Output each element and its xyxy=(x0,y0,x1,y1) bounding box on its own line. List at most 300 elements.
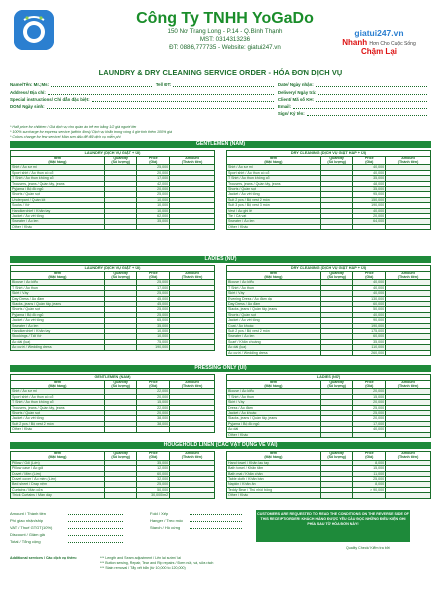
dob-field[interactable] xyxy=(47,104,274,109)
col-qty: Quantity (Số lượng) xyxy=(320,271,353,280)
instructions-field[interactable] xyxy=(92,97,274,102)
item-name: T Shirt / Áo thun xyxy=(227,394,321,399)
item-name: Duvet / Mền (Lớn) xyxy=(11,471,105,476)
item-name: Day Dress / Áo đầm xyxy=(227,302,321,307)
header xyxy=(10,8,431,74)
price-cell: 10,000 xyxy=(137,197,170,202)
sign-field[interactable] xyxy=(307,111,427,116)
note-3: * Colors change for few service/ Màn sơn dấu để đổi dịch vụ miễn phí xyxy=(10,135,121,139)
table-row xyxy=(11,493,215,498)
col-price: Price (Giá) xyxy=(137,380,170,389)
qty-cell[interactable] xyxy=(104,493,137,498)
item-name: Jacket / Áo vét tông xyxy=(11,318,105,323)
dob-label: DON/ Ngày sinh: xyxy=(10,104,45,110)
item-name: Bed sheet / Drap nệm xyxy=(11,482,105,487)
total-ship-field[interactable] xyxy=(68,517,123,522)
price-cell: 38,000 xyxy=(137,421,170,426)
price-cell: 25,000 xyxy=(137,291,170,296)
brand-slogan-2: Hơn Cho Cuộc Sống xyxy=(369,41,416,47)
item-name: Áo dài (lụa) xyxy=(227,345,321,350)
item-name: Áo cưới / Wedding dress xyxy=(227,350,321,355)
company-tax: MST: 0314313236 xyxy=(199,36,251,43)
item-name: Pillow / Gối (Lớn) xyxy=(11,460,105,465)
price-cell: 17,000 xyxy=(353,421,386,426)
col-price: Price (Giá) xyxy=(353,380,386,389)
table-dry-women xyxy=(226,265,431,356)
amount-cell[interactable] xyxy=(386,350,431,355)
table-title: LAUNDRY (DỊCH VỤ GIẶT + ỦI) xyxy=(10,265,215,271)
total-ship xyxy=(10,517,123,524)
section-household: HOUGEHOLD LINEN (CÁC VẬT DỤNG VỀ VẢI) xyxy=(10,442,431,449)
item-name: Jacket / Áo vét tông xyxy=(11,214,105,219)
company-address: 150 Nơ Trang Long - P.14 - Q.Bình Thạnh xyxy=(167,28,283,35)
item-name: Jacket / Áo vét tông xyxy=(227,318,321,323)
item-name: Underpant / Quần lót xyxy=(11,197,105,202)
price-cell: 35,000 xyxy=(353,339,386,344)
price-cell: 8,000 xyxy=(353,482,386,487)
date-label: Date/ Ngày nhận: xyxy=(277,82,314,88)
item-name: Skirt / Váy xyxy=(227,400,321,405)
item-name: Vest / Áo ghi lê xyxy=(227,208,321,213)
price-cell: 62,000 xyxy=(137,214,170,219)
price-cell: 10,000 xyxy=(137,208,170,213)
item-name: Shirt / Áo sơ mi xyxy=(227,165,321,170)
section-ladies: LADIES (NỮ) xyxy=(10,256,431,263)
section-pressing: PRESSING ONLY (ỦI) xyxy=(10,365,431,372)
date-field[interactable] xyxy=(316,82,427,87)
item-name: Skirt / Váy xyxy=(11,291,105,296)
additional-line-3: *** Stain removal / Tẩy vết bẩn (từ 10,000 to 120,000) xyxy=(100,566,186,570)
col-item: Item (Mặt hàng) xyxy=(227,452,321,461)
price-cell: 65,000 xyxy=(137,318,170,323)
item-name: Bath towel / Khăn tắm xyxy=(227,466,321,471)
address-field[interactable] xyxy=(48,90,274,95)
fee-starch-label: Starch / Hồ cứng xyxy=(150,525,181,530)
price-cell: 25,000 xyxy=(353,411,386,416)
col-qty: Quantity (Số lượng) xyxy=(104,452,137,461)
item-name: Suit 2 pcs / Bộ vest 2 món xyxy=(227,329,321,334)
item-name: Pyjama / Bộ đồ ngủ xyxy=(11,187,105,192)
table-row xyxy=(11,224,215,229)
item-name: Dress / Áo đầm xyxy=(227,405,321,410)
price-cell: 50,000 xyxy=(137,487,170,492)
col-item: Item (Mặt hàng) xyxy=(227,271,321,280)
price-cell: 75,000 xyxy=(137,339,170,344)
price-cell: 20,000 xyxy=(353,389,386,394)
item-name: T Shirt / Áo thun xyxy=(11,285,105,290)
price-cell: 150,000 xyxy=(353,197,386,202)
additional-label: Additional services / Các dịch vụ thêm: xyxy=(10,556,77,560)
logo-icon xyxy=(14,10,54,50)
fee-fold xyxy=(150,510,242,517)
totals-block xyxy=(10,510,123,545)
tel-field[interactable] xyxy=(173,82,274,87)
qty-cell[interactable] xyxy=(104,427,137,432)
price-cell: 45,000 xyxy=(137,302,170,307)
price-cell: 35,000 xyxy=(137,460,170,465)
table-title: LAUNDRY (DỊCH VỤ GIẶT + ỦI) xyxy=(10,150,215,156)
item-name: Shirt / Áo sơ mi xyxy=(11,165,105,170)
col-amount: Amount (Thành tiền) xyxy=(170,452,215,461)
fee-hanger-label: Hanger / Treo móc xyxy=(150,518,184,523)
price-cell: 22,000 xyxy=(137,389,170,394)
item-name: Other / Khác xyxy=(227,432,321,437)
price-cell: 17,000 xyxy=(137,176,170,181)
col-qty: Quantity (Số lượng) xyxy=(320,452,353,461)
price-cell: 10,000 xyxy=(137,203,170,208)
additional-line-1: *** Length and Seam adjustment / Lên lai sườn/ lai xyxy=(100,556,181,560)
additional-line-2: *** Button sewing, Repair, Tear and Rip repairs / Đơm nút, vá, sửa rách xyxy=(100,561,214,565)
table-row xyxy=(227,432,431,437)
email-label: Email: xyxy=(277,104,292,110)
price-cell: 12,000 xyxy=(137,466,170,471)
email-field[interactable] xyxy=(293,104,427,109)
price-cell: 190,000 xyxy=(137,345,170,350)
price-cell: 25,000 xyxy=(137,307,170,312)
col-amount: Amount (Thành tiền) xyxy=(170,156,215,165)
price-cell: 35,000 xyxy=(353,187,386,192)
col-qty: Quantity (Số lượng) xyxy=(104,380,137,389)
price-cell: 38,000 xyxy=(137,416,170,421)
item-name: Suit 3 pcs / Bộ vest 3 món xyxy=(227,203,321,208)
col-amount: Amount (Thành tiền) xyxy=(386,452,431,461)
item-name: T Shirt / Áo thun xyxy=(227,285,321,290)
item-name: Pyjama / Bộ đồ ngủ xyxy=(227,421,321,426)
price-cell: 11,000 xyxy=(353,471,386,476)
fee-hanger-field[interactable] xyxy=(190,517,242,522)
item-name: Teddy Bear / Thú nhồi bông xyxy=(227,487,321,492)
amount-cell[interactable] xyxy=(170,493,215,498)
price-cell: 40,000 xyxy=(353,208,386,213)
item-name: Jacket / Áo vét tông xyxy=(227,192,321,197)
total-ship-label: Phí giao nhận/ship xyxy=(10,518,44,523)
fees-block xyxy=(150,510,242,531)
item-name: T Shirt / Áo thun không cổ xyxy=(11,176,105,181)
price-cell: 32,000 xyxy=(137,477,170,482)
item-name: Shorts / Quần sọt xyxy=(227,187,321,192)
item-name: Trousers, jeans / Quần tây, jeans xyxy=(11,181,105,186)
price-cell: 25,000 xyxy=(137,312,170,317)
item-name: Shirt / Áo sơ mi xyxy=(11,389,105,394)
table-dry-men xyxy=(226,150,431,230)
quality-check: Quality Check/ Kiểm tra bởi xyxy=(346,546,390,550)
col-item: Item (Mặt hàng) xyxy=(227,156,321,165)
total-amount xyxy=(10,510,123,517)
item-name: Stockings / Tất Vớ xyxy=(11,334,105,339)
section-gentlemen: GENTLEMEN (NAM) xyxy=(10,141,431,148)
notes xyxy=(10,125,172,140)
col-price: Price (Giá) xyxy=(137,156,170,165)
price-cell: 35,000 xyxy=(353,176,386,181)
col-item: Item (Mặt hàng) xyxy=(11,156,105,165)
price-cell: 90,000 xyxy=(353,318,386,323)
total-vat-field[interactable] xyxy=(68,524,123,529)
address-label: Address/ Địa chỉ: xyxy=(10,89,46,95)
price-cell xyxy=(353,432,386,437)
item-name: Other / Khác xyxy=(227,224,321,229)
price-cell: 8,000 xyxy=(353,460,386,465)
total-discount xyxy=(10,531,123,538)
fee-fold-label: Fold / Xếp xyxy=(150,511,169,516)
price-cell: 35,000 xyxy=(137,219,170,224)
item-name: Other / Khác xyxy=(11,224,105,229)
price-cell: 25,000 xyxy=(353,477,386,482)
name-field[interactable] xyxy=(51,82,152,87)
item-name: Tie / Cà vạt xyxy=(227,214,321,219)
price-cell: 40,000 xyxy=(353,280,386,285)
item-name: Pyjama / Bộ đồ ngủ xyxy=(11,312,105,317)
info-line-1 xyxy=(10,80,431,87)
brand-site: giatui247.vn xyxy=(354,28,404,38)
notice-box: CUSTOMERS ARE REQUESTED TO READ THE CONDITIONS ON THE REVERSE SIDE OF THIS RECEIPT/ORDER! KHÁCH HÀNG ĐƯỢC YÊU CẦU ĐỌC NHỮNG ĐIỀU KIỆN GHI PHÍA SAU TỜ HÓA ĐƠN NÀY! xyxy=(256,510,410,542)
item-name: Slacks, jeans / Quần tây, jeans xyxy=(227,416,321,421)
item-name: Sweater / Áo len xyxy=(227,334,321,339)
qty-cell[interactable] xyxy=(320,224,353,229)
price-cell: 15,000 xyxy=(353,466,386,471)
price-cell: 60,000 xyxy=(353,302,386,307)
info-line-2 xyxy=(10,87,431,94)
total-amount-label: Amount / Thành tiền xyxy=(10,511,46,516)
price-cell: 20,000 xyxy=(137,187,170,192)
table-press-women xyxy=(226,374,431,438)
item-name: Evening Dress / Áo đầm dạ xyxy=(227,296,321,301)
total-vat xyxy=(10,524,123,531)
item-name: Sweater / Áo len xyxy=(11,323,105,328)
price-cell xyxy=(353,493,386,498)
amount-cell[interactable] xyxy=(170,427,215,432)
item-name: Shorts / Quần sọt xyxy=(11,307,105,312)
brand-slogan-1: Nhanh xyxy=(342,38,368,47)
form-title: LAUNDRY & DRY CLEANING SERVICE ORDER - HÓA ĐƠN DỊCH VỤ xyxy=(98,68,343,77)
amount-cell[interactable] xyxy=(386,432,431,437)
item-name: Shorts / Quần sọt xyxy=(11,411,105,416)
instructions-label: Special instructions/ Chỉ dẫn đặc biệt: xyxy=(10,96,90,102)
table-linen-left xyxy=(10,451,215,499)
price-cell: 110,000 xyxy=(353,345,386,350)
col-item: Item (Mặt hàng) xyxy=(11,380,105,389)
table-title: GENTLEMEN (NAM) xyxy=(10,374,215,380)
price-cell: 40,000 xyxy=(353,427,386,432)
item-name: Coat / Áo khoác xyxy=(227,323,321,328)
item-name: Thick Curtains / Màn dày xyxy=(11,493,105,498)
price-cell: 40,000 xyxy=(353,291,386,296)
price-cell: 42,000 xyxy=(137,181,170,186)
item-name: Trousers, jeans / Quần tây, jeans xyxy=(227,181,321,186)
item-name: Shorts / Quần sọt xyxy=(11,192,105,197)
item-name: Sport shirt / Áo thun có cổ xyxy=(11,394,105,399)
col-price: Price (Giá) xyxy=(353,156,386,165)
table-row xyxy=(11,427,215,432)
item-name: Bath mat / Khăn chân xyxy=(227,471,321,476)
table-row xyxy=(227,350,431,355)
col-price: Price (Giá) xyxy=(353,271,386,280)
item-name: Scarf / Khăn choàng xyxy=(227,339,321,344)
price-cell: 20,000 xyxy=(353,416,386,421)
item-name: Blouse / Áo kiểu xyxy=(227,280,321,285)
qty-cell[interactable] xyxy=(320,432,353,437)
item-name: Jacket / Áo khoác xyxy=(227,411,321,416)
col-amount: Amount (Thành tiền) xyxy=(386,156,431,165)
item-name: Curtains / Màn cửa xyxy=(11,487,105,492)
price-cell: 20,000 xyxy=(353,214,386,219)
col-amount: Amount (Thành tiền) xyxy=(170,380,215,389)
price-cell: 60,000 xyxy=(353,334,386,339)
price-cell xyxy=(137,427,170,432)
price-cell: 50,000 xyxy=(353,307,386,312)
note-1: * Half price for children / Giá dịch vụ cho quần áo trẻ em bằng 1/2 giá người lớn xyxy=(10,125,137,129)
additional-services xyxy=(10,556,213,571)
price-cell: 40,000 xyxy=(353,285,386,290)
amount-cell[interactable] xyxy=(170,224,215,229)
price-cell: 190,000 xyxy=(353,323,386,328)
price-cell: 40,000 xyxy=(353,165,386,170)
fee-fold-field[interactable] xyxy=(190,510,242,515)
item-name: Handkerchief / Khăn tay xyxy=(11,329,105,334)
price-cell: 260,000 xyxy=(353,350,386,355)
customer-info xyxy=(10,80,431,116)
price-cell: 20,000 xyxy=(353,400,386,405)
price-cell xyxy=(137,224,170,229)
price-cell: 190,000 xyxy=(353,203,386,208)
item-name: Suit 2 pcs / Bộ vest 2 món xyxy=(11,421,105,426)
price-cell: 20,000 xyxy=(137,411,170,416)
item-name: Handkerchief / Khăn tay xyxy=(11,208,105,213)
item-name: Day Dress / Áo đầm xyxy=(11,296,105,301)
item-name: Áo dài (lụa) xyxy=(11,339,105,344)
item-name: Jacket / Áo vét tông xyxy=(11,416,105,421)
item-name: Sport shirt / Áo thun có cổ xyxy=(227,170,321,175)
total-discount-label: Discount / Giảm giá xyxy=(10,532,45,537)
col-qty: Quantity (Số lượng) xyxy=(320,156,353,165)
amount-cell[interactable] xyxy=(386,224,431,229)
table-row xyxy=(227,224,431,229)
col-price: Price (Giá) xyxy=(353,452,386,461)
item-name: Sport shirt / Áo thun có cổ xyxy=(11,170,105,175)
price-cell: 15,000 xyxy=(137,400,170,405)
sign-label: Sign/ Ký tên: xyxy=(277,111,305,117)
col-item: Item (Mặt hàng) xyxy=(11,271,105,280)
info-line-3 xyxy=(10,95,431,102)
fee-hanger xyxy=(150,517,242,524)
table-row xyxy=(11,345,215,350)
item-name: Áo dài xyxy=(227,427,321,432)
item-name: Trousers, jeans / Quần tây, jeans xyxy=(11,405,105,410)
item-name: Shorts / Quần sọt xyxy=(227,312,321,317)
brand-block xyxy=(333,28,425,56)
table-title: LADIES (NỮ) xyxy=(226,374,431,380)
item-name: Table cloth / Khăn bàn xyxy=(227,477,321,482)
brand-slogan xyxy=(333,38,425,56)
price-cell: 48,000 xyxy=(353,181,386,186)
total-amount-field[interactable] xyxy=(68,510,123,515)
price-cell: 25,000 xyxy=(137,280,170,285)
item-name: Other / Khác xyxy=(227,493,321,498)
item-name: Other / Khác xyxy=(11,427,105,432)
fee-starch-field[interactable] xyxy=(190,524,242,529)
table-title: DRY CLEANING (DỊCH VỤ GIẶT HẤP + ỦI) xyxy=(226,150,431,156)
price-cell: 22,000 xyxy=(137,405,170,410)
item-name: Áo cưới / Wedding dress xyxy=(11,345,105,350)
price-cell: 10,000 xyxy=(137,334,170,339)
item-name: T Shirt / Áo thun không cổ xyxy=(227,176,321,181)
price-cell: 60,000 xyxy=(137,471,170,476)
price-cell: 17,000 xyxy=(137,285,170,290)
col-price: Price (Giá) xyxy=(137,452,170,461)
info-line-4 xyxy=(10,102,431,109)
price-cell: 40,000 xyxy=(353,312,386,317)
price-cell: 25,000 xyxy=(137,165,170,170)
brand-slogan-3: Chậm Lại xyxy=(360,47,397,56)
qty-cell[interactable] xyxy=(320,493,353,498)
price-cell: 45,000 xyxy=(137,296,170,301)
tel-label: Tel/ ĐT: xyxy=(155,82,172,88)
item-name: Napkin / Khăn ăn xyxy=(227,482,321,487)
price-cell xyxy=(353,224,386,229)
price-cell: 35,000 xyxy=(137,323,170,328)
amount-cell[interactable] xyxy=(386,493,431,498)
qty-cell[interactable] xyxy=(104,345,137,350)
price-cell: 175,000 xyxy=(353,329,386,334)
col-item: Item (Mặt hàng) xyxy=(227,380,321,389)
item-name: Slacks, jeans / Quần tây, jeans xyxy=(11,302,105,307)
total-discount-field[interactable] xyxy=(68,531,123,536)
col-amount: Amount (Thành tiền) xyxy=(170,271,215,280)
company-contact: ĐT: 0886,777735 - Website: giatui247.vn xyxy=(169,44,281,51)
qty-cell[interactable] xyxy=(320,350,353,355)
total-grand xyxy=(10,538,123,545)
table-press-men xyxy=(10,374,215,433)
price-cell: > 90,000 xyxy=(353,487,386,492)
price-cell: 15,000 xyxy=(353,394,386,399)
note-2: * 100% surcharge for express service (within 4hrs)/ Dịch vụ khẩn trong vòng 4 giờ tính thêm 100% giá xyxy=(10,130,172,134)
item-name: Pillow case / Áo gối xyxy=(11,466,105,471)
table-linen-right xyxy=(226,451,431,499)
amount-cell[interactable] xyxy=(170,345,215,350)
qty-cell[interactable] xyxy=(104,224,137,229)
item-name: Slacks, jeans / Quần tây, jeans xyxy=(227,307,321,312)
col-item: Item (Mặt hàng) xyxy=(11,452,105,461)
total-vat-label: VAT / Thuế GTGT(10%) xyxy=(10,525,53,530)
name-label: Name/Tên: Mr.;Ms: xyxy=(10,82,50,88)
item-name: Skirt / Váy xyxy=(227,291,321,296)
company-name: Công Ty TNHH YoGaDo xyxy=(136,10,314,27)
item-name: Socks / Vớ xyxy=(11,203,105,208)
delivery-field[interactable] xyxy=(318,90,427,95)
price-cell: 25,000 xyxy=(137,192,170,197)
table-laundry-women xyxy=(10,265,215,351)
price-cell: 25,000 xyxy=(353,405,386,410)
price-cell: 95,000 xyxy=(353,192,386,197)
item-name: T Shirt / Áo thun không cổ xyxy=(11,400,105,405)
client-field[interactable] xyxy=(316,97,427,102)
price-cell: 20,000 xyxy=(137,170,170,175)
price-cell: 10,000 xyxy=(137,329,170,334)
col-qty: Quantity (Số lượng) xyxy=(104,271,137,280)
total-grand-field[interactable] xyxy=(68,538,123,543)
total-grand-label: Total / Tổng cộng xyxy=(10,539,41,544)
item-name: Sweater / Áo len xyxy=(11,219,105,224)
price-cell: 130,000 xyxy=(353,296,386,301)
col-qty: Quantity (Số lượng) xyxy=(104,156,137,165)
col-amount: Amount (Thành tiền) xyxy=(386,271,431,280)
item-name: Duvet cover / Áo mền (Lớn) xyxy=(11,477,105,482)
table-title: DRY CLEANING (DỊCH VỤ GIẶT HẤP + ỦI) xyxy=(226,265,431,271)
company-block xyxy=(120,10,330,52)
price-cell: 64,000 xyxy=(353,219,386,224)
delivery-label: Delivery/ Ngày trả: xyxy=(277,89,317,95)
item-name: Blouse / Áo kiểu xyxy=(227,389,321,394)
table-row xyxy=(227,493,431,498)
